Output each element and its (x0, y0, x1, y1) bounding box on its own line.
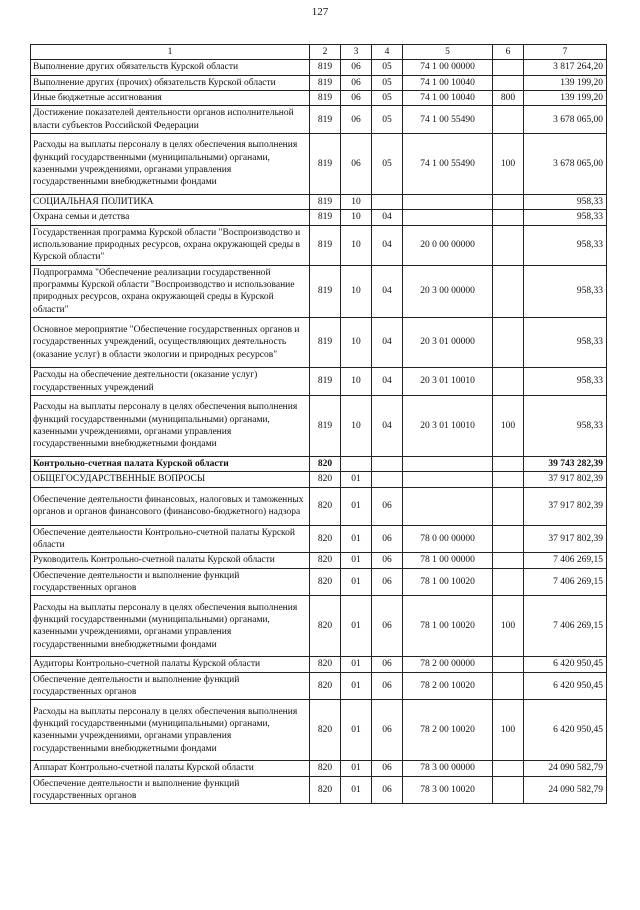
amount: 3 678 065,00 (524, 106, 607, 134)
table-row (31, 75, 607, 90)
vedomstvo-code: 820 (310, 456, 341, 471)
target-article-code (403, 195, 493, 210)
row-name: Основное мероприятие "Обеспечение государственных органов и государственных учреждений, осуществляющих деятельность (оказание услуг) в области экологии и природных ресурсов" (31, 318, 310, 368)
amount: 39 743 282,39 (524, 456, 607, 471)
row-name: Аудиторы Контрольно-счетной палаты Курской области (31, 657, 310, 672)
expense-type-code (493, 657, 524, 672)
page-number: 127 (311, 6, 329, 18)
column-header: 2 (310, 45, 341, 60)
expense-type-code (493, 75, 524, 90)
podrazdel-code: 04 (372, 225, 403, 265)
expense-type-code: 100 (493, 596, 524, 657)
row-name: Обеспечение деятельности и выполнение функций государственных органов (31, 568, 310, 596)
table-row (31, 700, 607, 761)
target-article-code (403, 472, 493, 487)
vedomstvo-code: 820 (310, 568, 341, 596)
column-header: 6 (493, 45, 524, 60)
row-name: Руководитель Контрольно-счетной палаты Курской области (31, 553, 310, 568)
razdel-code: 01 (341, 761, 372, 776)
amount: 958,33 (524, 318, 607, 368)
amount: 958,33 (524, 210, 607, 225)
vedomstvo-code: 819 (310, 106, 341, 134)
row-name: ОБЩЕГОСУДАРСТВЕННЫЕ ВОПРОСЫ (31, 472, 310, 487)
razdel-code: 01 (341, 525, 372, 553)
header-row (31, 45, 607, 60)
amount: 6 420 950,45 (524, 672, 607, 700)
column-header: 1 (31, 45, 310, 60)
expense-type-code (493, 525, 524, 553)
razdel-code: 01 (341, 568, 372, 596)
razdel-code: 06 (341, 91, 372, 106)
podrazdel-code: 06 (372, 672, 403, 700)
podrazdel-code (372, 472, 403, 487)
row-name: Расходы на выплаты персоналу в целях обеспечения выполнения функций государственными (муниципальными) органами, казенными учреждениями, органами управления государственными внебюджетными фондами (31, 395, 310, 456)
table-row (31, 210, 607, 225)
target-article-code: 78 1 00 10020 (403, 568, 493, 596)
amount: 958,33 (524, 368, 607, 396)
vedomstvo-code: 820 (310, 776, 341, 804)
razdel-code: 06 (341, 106, 372, 134)
amount: 37 917 802,39 (524, 525, 607, 553)
vedomstvo-code: 820 (310, 596, 341, 657)
vedomstvo-code: 820 (310, 487, 341, 525)
row-name: Обеспечение деятельности и выполнение функций государственных органов (31, 776, 310, 804)
table-row (31, 487, 607, 525)
expense-type-code (493, 672, 524, 700)
table-row (31, 395, 607, 456)
amount: 37 917 802,39 (524, 472, 607, 487)
target-article-code: 78 2 00 10020 (403, 672, 493, 700)
row-name: СОЦИАЛЬНАЯ ПОЛИТИКА (31, 195, 310, 210)
target-article-code: 20 0 00 00000 (403, 225, 493, 265)
row-name: Контрольно-счетная палата Курской области (31, 456, 310, 471)
table-row (31, 265, 607, 317)
podrazdel-code: 05 (372, 134, 403, 195)
table-row (31, 525, 607, 553)
podrazdel-code: 04 (372, 368, 403, 396)
razdel-code: 06 (341, 60, 372, 75)
podrazdel-code (372, 195, 403, 210)
razdel-code: 01 (341, 776, 372, 804)
row-name: Расходы на обеспечение деятельности (оказание услуг) государственных учреждений (31, 368, 310, 396)
razdel-code: 06 (341, 134, 372, 195)
expense-type-code (493, 487, 524, 525)
row-name: Выполнение других обязательств Курской области (31, 60, 310, 75)
razdel-code: 10 (341, 225, 372, 265)
target-article-code: 20 3 01 10010 (403, 368, 493, 396)
amount: 24 090 582,79 (524, 761, 607, 776)
target-article-code (403, 487, 493, 525)
amount: 958,33 (524, 265, 607, 317)
vedomstvo-code: 819 (310, 368, 341, 396)
vedomstvo-code: 820 (310, 525, 341, 553)
expense-type-code (493, 225, 524, 265)
vedomstvo-code: 819 (310, 195, 341, 210)
target-article-code: 20 3 01 00000 (403, 318, 493, 368)
table-row (31, 91, 607, 106)
razdel-code: 10 (341, 368, 372, 396)
column-header: 3 (341, 45, 372, 60)
expense-type-code: 100 (493, 700, 524, 761)
table-row (31, 776, 607, 804)
target-article-code: 78 0 00 00000 (403, 525, 493, 553)
amount: 958,33 (524, 225, 607, 265)
target-article-code: 78 3 00 10020 (403, 776, 493, 804)
vedomstvo-code: 819 (310, 134, 341, 195)
expense-type-code (493, 472, 524, 487)
razdel-code (341, 456, 372, 471)
vedomstvo-code: 820 (310, 672, 341, 700)
target-article-code: 74 1 00 10040 (403, 91, 493, 106)
amount: 139 199,20 (524, 91, 607, 106)
target-article-code: 78 1 00 10020 (403, 596, 493, 657)
podrazdel-code: 06 (372, 568, 403, 596)
vedomstvo-code: 819 (310, 75, 341, 90)
table-row (31, 761, 607, 776)
podrazdel-code: 05 (372, 75, 403, 90)
razdel-code: 01 (341, 700, 372, 761)
vedomstvo-code: 819 (310, 318, 341, 368)
row-name: Обеспечение деятельности финансовых, налоговых и таможенных органов и органов финансового (финансово-бюджетного) надзора (31, 487, 310, 525)
expense-type-code (493, 106, 524, 134)
vedomstvo-code: 820 (310, 472, 341, 487)
expense-type-code (493, 568, 524, 596)
row-name: Подпрограмма "Обеспечение реализации государственной программы Курской области "Воспроизводство и использование природных ресурсов, охрана окружающей среды в Курской области" (31, 265, 310, 317)
row-name: Выполнение других (прочих) обязательств Курской области (31, 75, 310, 90)
podrazdel-code: 06 (372, 776, 403, 804)
razdel-code: 10 (341, 265, 372, 317)
expense-type-code (493, 60, 524, 75)
podrazdel-code: 06 (372, 761, 403, 776)
razdel-code: 01 (341, 657, 372, 672)
razdel-code: 10 (341, 195, 372, 210)
expense-type-code (493, 368, 524, 396)
column-header: 7 (524, 45, 607, 60)
target-article-code: 74 1 00 00000 (403, 60, 493, 75)
podrazdel-code: 05 (372, 106, 403, 134)
row-name: Расходы на выплаты персоналу в целях обеспечения выполнения функций государственными (муниципальными) органами, казенными учреждениями, органами управления государственными внебюджетными фондами (31, 596, 310, 657)
expense-type-code (493, 265, 524, 317)
podrazdel-code: 04 (372, 395, 403, 456)
amount: 7 406 269,15 (524, 596, 607, 657)
podrazdel-code: 04 (372, 265, 403, 317)
target-article-code: 20 3 00 00000 (403, 265, 493, 317)
expense-type-code: 100 (493, 395, 524, 456)
row-name: Государственная программа Курской области "Воспроизводство и использование природных ресурсов, охрана окружающей среды в Курской области" (31, 225, 310, 265)
podrazdel-code: 04 (372, 318, 403, 368)
podrazdel-code: 05 (372, 60, 403, 75)
vedomstvo-code: 819 (310, 265, 341, 317)
target-article-code (403, 210, 493, 225)
razdel-code: 10 (341, 395, 372, 456)
vedomstvo-code: 820 (310, 657, 341, 672)
table-row (31, 60, 607, 75)
target-article-code: 74 1 00 10040 (403, 75, 493, 90)
amount: 7 406 269,15 (524, 568, 607, 596)
table-row (31, 568, 607, 596)
vedomstvo-code: 820 (310, 700, 341, 761)
target-article-code: 78 3 00 00000 (403, 761, 493, 776)
target-article-code: 74 1 00 55490 (403, 106, 493, 134)
amount: 958,33 (524, 195, 607, 210)
target-article-code: 78 2 00 00000 (403, 657, 493, 672)
vedomstvo-code: 819 (310, 60, 341, 75)
expense-type-code (493, 761, 524, 776)
column-header: 4 (372, 45, 403, 60)
vedomstvo-code: 820 (310, 761, 341, 776)
expense-type-code (493, 195, 524, 210)
table-row (31, 596, 607, 657)
podrazdel-code: 06 (372, 657, 403, 672)
vedomstvo-code: 819 (310, 225, 341, 265)
podrazdel-code (372, 456, 403, 471)
expense-type-code (493, 456, 524, 471)
row-name: Иные бюджетные ассигнования (31, 91, 310, 106)
vedomstvo-code: 819 (310, 210, 341, 225)
column-header: 5 (403, 45, 493, 60)
razdel-code: 01 (341, 472, 372, 487)
expense-type-code: 800 (493, 91, 524, 106)
razdel-code: 01 (341, 596, 372, 657)
razdel-code: 01 (341, 487, 372, 525)
expense-type-code (493, 210, 524, 225)
table-row (31, 318, 607, 368)
amount: 6 420 950,45 (524, 657, 607, 672)
razdel-code: 10 (341, 210, 372, 225)
table-row (31, 195, 607, 210)
target-article-code: 78 1 00 00000 (403, 553, 493, 568)
target-article-code: 78 2 00 10020 (403, 700, 493, 761)
table-row (31, 672, 607, 700)
razdel-code: 01 (341, 553, 372, 568)
table-row (31, 657, 607, 672)
amount: 3 817 264,20 (524, 60, 607, 75)
table-row (31, 472, 607, 487)
row-name: Обеспечение деятельности и выполнение функций государственных органов (31, 672, 310, 700)
table-row (31, 134, 607, 195)
podrazdel-code: 05 (372, 91, 403, 106)
podrazdel-code: 06 (372, 487, 403, 525)
amount: 6 420 950,45 (524, 700, 607, 761)
target-article-code: 74 1 00 55490 (403, 134, 493, 195)
budget-table (30, 44, 607, 804)
expense-type-code (493, 318, 524, 368)
podrazdel-code: 06 (372, 700, 403, 761)
table-row (31, 368, 607, 396)
amount: 3 678 065,00 (524, 134, 607, 195)
vedomstvo-code: 819 (310, 91, 341, 106)
expense-type-code (493, 776, 524, 804)
table-row (31, 225, 607, 265)
razdel-code: 10 (341, 318, 372, 368)
row-name: Достижение показателей деятельности органов исполнительной власти субъектов Российской Федерации (31, 106, 310, 134)
row-name: Охрана семьи и детства (31, 210, 310, 225)
amount: 139 199,20 (524, 75, 607, 90)
amount: 37 917 802,39 (524, 487, 607, 525)
target-article-code: 20 3 01 10010 (403, 395, 493, 456)
vedomstvo-code: 820 (310, 553, 341, 568)
table-row (31, 106, 607, 134)
vedomstvo-code: 819 (310, 395, 341, 456)
amount: 958,33 (524, 395, 607, 456)
row-name: Аппарат Контрольно-счетной палаты Курской области (31, 761, 310, 776)
row-name: Расходы на выплаты персоналу в целях обеспечения выполнения функций государственными (муниципальными) органами, казенными учреждениями, органами управления государственными внебюджетными фондами (31, 134, 310, 195)
podrazdel-code: 06 (372, 596, 403, 657)
row-name: Обеспечение деятельности Контрольно-счетной палаты Курской области (31, 525, 310, 553)
podrazdel-code: 04 (372, 210, 403, 225)
table-row (31, 456, 607, 471)
razdel-code: 06 (341, 75, 372, 90)
amount: 7 406 269,15 (524, 553, 607, 568)
podrazdel-code: 06 (372, 553, 403, 568)
expense-type-code: 100 (493, 134, 524, 195)
expense-type-code (493, 553, 524, 568)
amount: 24 090 582,79 (524, 776, 607, 804)
row-name: Расходы на выплаты персоналу в целях обеспечения выполнения функций государственными (муниципальными) органами, казенными учреждениями, органами управления государственными внебюджетными фондами (31, 700, 310, 761)
podrazdel-code: 06 (372, 525, 403, 553)
target-article-code (403, 456, 493, 471)
table-row (31, 553, 607, 568)
razdel-code: 01 (341, 672, 372, 700)
